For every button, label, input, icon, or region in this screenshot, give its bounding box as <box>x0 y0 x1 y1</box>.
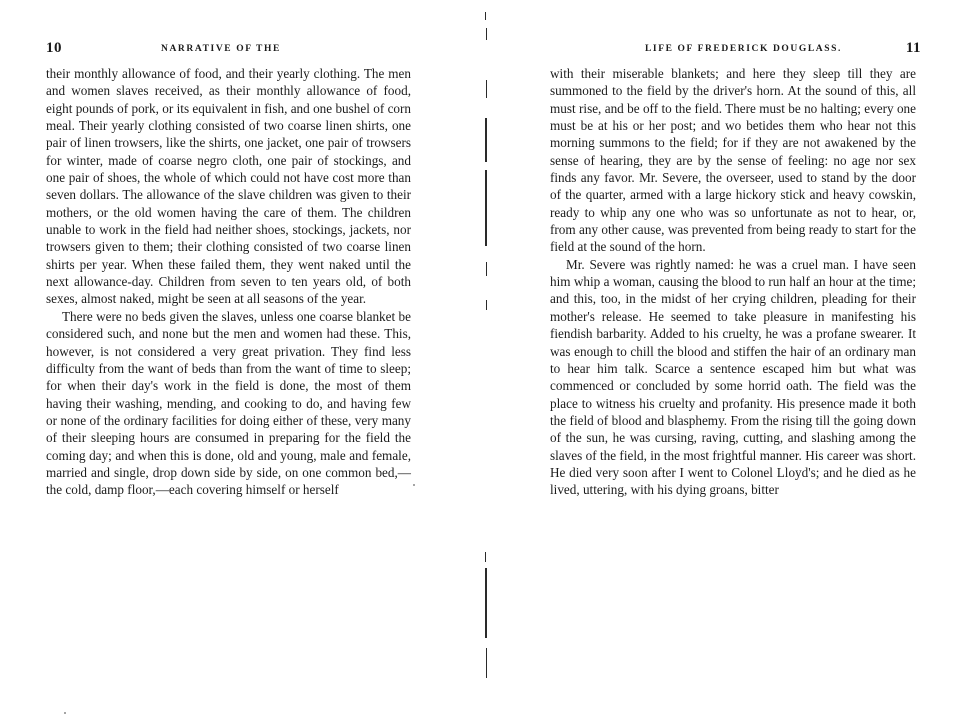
gutter-mark <box>485 118 487 162</box>
scan-speck <box>64 712 66 714</box>
gutter-mark <box>485 552 486 562</box>
gutter-mark <box>485 170 487 246</box>
gutter-mark <box>485 568 487 638</box>
right-paragraph-2: Mr. Severe was rightly named: he was a cruel man. I have seen him whip a woman, causing the blood to run half an hour at the time; and this, too, in the midst of her crying children, pleading for their mother's release. He seemed to take pleasure in manifesting his fiendish barbarity. Added to his cruelty, he was a profane swearer. It was enough to chill the blood and stiffen the hair of an ordinary man to hear him talk. Scarce a sentence escaped him but what was commenced or concluded by some horrid oath. The field was the place to witness his cruelty and profanity. His presence made it both the field of blood and blasphemy. From the rising till the going down of the sun, he was cursing, raving, cutting, and slashing among the slaves of the field, in the most frightful manner. His career was short. He died very soon after I went to Colonel Lloyd's; and he died as he lived, uttering, with his dying groans, bitter <box>550 256 916 498</box>
left-running-head <box>46 38 411 58</box>
gutter-mark <box>486 28 487 40</box>
right-page <box>490 0 980 727</box>
left-paragraph-1: their monthly allowance of food, and their yearly clothing. The men and women slaves received, as their monthly allowance of food, eight pounds of pork, or its equivalent in fish, and one bushel of corn meal. Their yearly clothing consisted of two coarse linen shirts, one pair of linen trowsers, like the shirts, one jacket, one pair of trowsers for winter, made of coarse negro cloth, one pair of stockings, and one pair of shoes, the whole of which could not have cost more than seven dollars. The allowance of the slave children was given to their mothers, or the old women having the care of them. The children unable to work in the field had neither shoes, stockings, jackets, nor trowsers given to them; their clothing consisted of two coarse linen shirts per year. When these failed them, they went naked until the next allowance-day. Children from seven to ten years old, of both sexes, almost naked, might be seen at all seasons of the year. <box>46 66 411 307</box>
left-page-number: 10 <box>46 40 62 56</box>
right-running-head-title: LIFE OF FREDERICK DOUGLASS. <box>645 44 842 54</box>
right-text-block <box>550 65 916 499</box>
left-running-head-title: NARRATIVE OF THE <box>161 44 281 54</box>
right-page-number: 11 <box>905 40 921 56</box>
scan-speck <box>413 484 415 486</box>
right-paragraph-1: with their miserable blankets; and here they sleep till they are summoned to the field by the driver's horn. At the sound of this, all must rise, and be off to the field. There must be no halting; every one must be at his or her post; and wo betides them who hear not this morning summons to the field; for if they are not awakened by the sense of hearing, they are by the sense of feeling: no age nor sex finds any favor. Mr. Severe, the overseer, used to stand by the door of the quarter, armed with a large hickory stick and heavy cowskin, ready to whip any one who was so unfortunate as not to hear, or, from any other cause, was prevented from being ready to start for the field at the sound of the horn. <box>550 66 916 255</box>
gutter-mark <box>486 300 487 310</box>
gutter-mark <box>486 80 487 98</box>
left-page <box>0 0 480 727</box>
gutter-mark <box>486 262 487 276</box>
left-paragraph-2: There were no beds given the slaves, unless one coarse blanket be considered such, and none but the men and women had these. This, however, is not considered a very great privation. They find less difficulty from the want of beds than from the want of time to sleep; for when their day's work in the field is done, the most of them having their washing, mending, and cooking to do, and having few or none of the ordinary facilities for doing either of these, very many of their sleeping hours are consumed in preparing for the field the coming day; and when this is done, old and young, male and female, married and single, drop down side by side, on one common bed,— the cold, damp floor,—each covering himself or herself <box>46 308 411 498</box>
right-running-head <box>550 38 921 58</box>
left-text-block <box>46 65 411 499</box>
gutter-mark <box>485 12 486 20</box>
gutter-mark <box>486 648 487 678</box>
